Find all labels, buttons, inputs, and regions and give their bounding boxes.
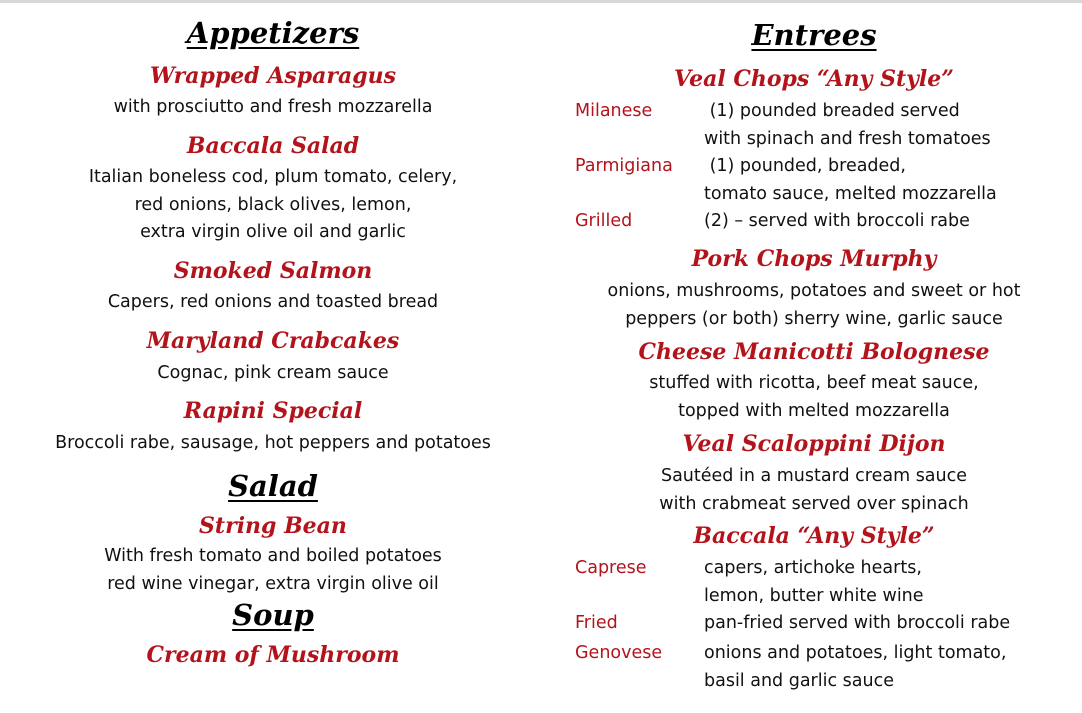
dish-cream-of-mushroom: Cream of Mushroom [146,642,400,668]
desc-line: Cognac, pink cream sauce [157,363,389,383]
style-label-caprese: Caprese [575,558,647,578]
style-label-milanese: Milanese [575,101,653,121]
style-desc-milanese [704,98,991,153]
desc-line: peppers (or both) sherry wine, garlic sauce [625,308,1003,329]
dish-rapini-special: Rapini Special [183,398,363,424]
desc-line: (1) pounded breaded served [704,101,960,121]
appetizers-heading: Appetizers [186,16,360,50]
style-label-parmigiana: Parmigiana [575,156,673,176]
style-label-grilled: Grilled [575,211,633,231]
top-border [0,0,1082,3]
dish-wrapped-asparagus: Wrapped Asparagus [149,63,397,89]
dish-smoked-salmon-desc [0,289,546,317]
desc-line: red onions, black olives, lemon, [134,194,412,215]
desc-line: Italian boneless cod, plum tomato, celery, [88,167,458,187]
salad-heading: Salad [228,469,318,503]
dish-baccala-salad: Baccala Salad [186,133,360,159]
desc-line: lemon, butter white wine [704,585,924,606]
desc-line: stuffed with ricotta, beef meat sauce, [649,373,979,393]
dish-maryland-crabcakes: Maryland Crabcakes [146,328,400,354]
dish-wrapped-asparagus-desc [0,94,546,122]
dish-rapini-special-desc [0,430,546,458]
dish-veal-scaloppini: Veal Scaloppini Dijon [682,431,946,457]
desc-line: pan-fried served with broccoli rabe [704,613,1011,633]
style-label-genovese: Genovese [575,643,663,663]
desc-line: Broccoli rabe, sausage, hot peppers and potatoes [55,433,491,453]
style-desc-fried [704,610,1010,638]
dish-string-bean: String Bean [199,513,347,539]
dish-string-bean-desc [0,543,546,598]
dish-pork-chops-murphy: Pork Chops Murphy [691,246,937,272]
desc-line: with crabmeat served over spinach [659,493,969,514]
dish-cheese-manicotti: Cheese Manicotti Bolognese [638,339,990,365]
desc-line: topped with melted mozzarella [678,400,950,421]
style-label-fried: Fried [575,613,618,633]
desc-line: (1) pounded, breaded, [704,156,906,176]
desc-line: capers, artichoke hearts, [704,558,922,578]
desc-line: With fresh tomato and boiled potatoes [104,546,442,566]
dish-pork-chops-murphy-desc [546,278,1082,333]
entrees-heading: Entrees [751,18,877,52]
desc-line: onions, mushrooms, potatoes and sweet or hot [607,281,1021,301]
desc-line: with prosciutto and fresh mozzarella [113,97,433,117]
desc-line: onions and potatoes, light tomato, [704,643,1007,663]
dish-cheese-manicotti-desc [546,370,1082,425]
dish-baccala-salad-desc [0,164,546,247]
desc-line: Sautéed in a mustard cream sauce [660,466,968,486]
desc-line: extra virgin olive oil and garlic [140,222,406,242]
desc-line: (2) – served with broccoli rabe [704,211,970,231]
soup-heading: Soup [232,598,314,632]
style-desc-grilled [704,208,970,236]
style-desc-genovese [704,640,1006,695]
desc-line: Capers, red onions and toasted bread [107,292,439,312]
desc-line: basil and garlic sauce [704,670,894,691]
desc-line: with spinach and fresh tomatoes [704,128,991,149]
style-desc-caprese [704,555,924,610]
desc-line: red wine vinegar, extra virgin olive oil [107,573,439,594]
dish-maryland-crabcakes-desc [0,360,546,388]
desc-line: tomato sauce, melted mozzarella [704,183,997,204]
dish-smoked-salmon: Smoked Salmon [173,258,373,284]
dish-veal-chops: Veal Chops “Any Style” [674,66,954,92]
style-desc-parmigiana [704,153,997,208]
dish-veal-scaloppini-desc [546,463,1082,518]
dish-baccala-any-style: Baccala “Any Style” [693,523,935,549]
